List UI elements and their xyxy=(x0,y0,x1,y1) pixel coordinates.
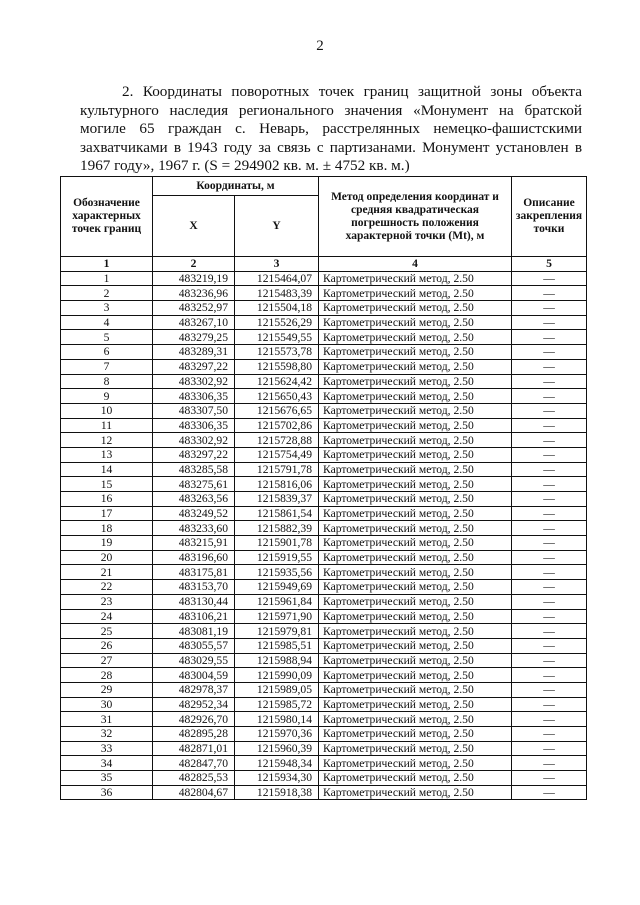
table-row xyxy=(61,286,587,301)
y-coordinate-cell: 1215989,05 xyxy=(235,682,319,697)
point-number-cell: 18 xyxy=(61,521,153,536)
description-cell: — xyxy=(512,301,587,316)
method-cell: Картометрический метод, 2.50 xyxy=(319,389,512,404)
description-cell: — xyxy=(512,286,587,301)
table-row xyxy=(61,624,587,639)
method-cell: Картометрический метод, 2.50 xyxy=(319,301,512,316)
y-coordinate-cell: 1215754,49 xyxy=(235,447,319,462)
description-cell: — xyxy=(512,345,587,360)
point-number-cell: 11 xyxy=(61,418,153,433)
table-row xyxy=(61,697,587,712)
x-coordinate-cell: 483236,96 xyxy=(153,286,235,301)
point-number-cell: 36 xyxy=(61,785,153,800)
table-row xyxy=(61,712,587,727)
table-row xyxy=(61,389,587,404)
method-cell: Картометрический метод, 2.50 xyxy=(319,550,512,565)
description-cell: — xyxy=(512,521,587,536)
method-cell: Картометрический метод, 2.50 xyxy=(319,624,512,639)
y-coordinate-cell: 1215979,81 xyxy=(235,624,319,639)
column-number: 2 xyxy=(153,257,235,272)
description-cell: — xyxy=(512,756,587,771)
point-number-cell: 26 xyxy=(61,638,153,653)
point-number-cell: 1 xyxy=(61,271,153,286)
y-coordinate-cell: 1215985,72 xyxy=(235,697,319,712)
x-coordinate-cell: 482847,70 xyxy=(153,756,235,771)
method-cell: Картометрический метод, 2.50 xyxy=(319,727,512,742)
method-cell: Картометрический метод, 2.50 xyxy=(319,565,512,580)
table-header-row xyxy=(61,177,587,196)
y-coordinate-cell: 1215919,55 xyxy=(235,550,319,565)
y-coordinate-cell: 1215464,07 xyxy=(235,271,319,286)
description-cell: — xyxy=(512,403,587,418)
description-cell: — xyxy=(512,374,587,389)
header-y: Y xyxy=(235,196,319,257)
table-row xyxy=(61,359,587,374)
x-coordinate-cell: 483055,57 xyxy=(153,638,235,653)
point-number-cell: 28 xyxy=(61,668,153,683)
x-coordinate-cell: 483029,55 xyxy=(153,653,235,668)
y-coordinate-cell: 1215988,94 xyxy=(235,653,319,668)
point-number-cell: 23 xyxy=(61,594,153,609)
table-row xyxy=(61,756,587,771)
point-number-cell: 24 xyxy=(61,609,153,624)
method-cell: Картометрический метод, 2.50 xyxy=(319,697,512,712)
table-row xyxy=(61,418,587,433)
point-number-cell: 16 xyxy=(61,492,153,507)
x-coordinate-cell: 483302,92 xyxy=(153,374,235,389)
point-number-cell: 20 xyxy=(61,550,153,565)
intro-paragraph: 2. Координаты поворотных точек границ защитной зоны объекта культурного наследия регионального значения «Монумент на братской могиле 65 граждан с. Неварь, расстрелянных немецко-фашистскими захватчиками в 1943 году за связь с партизанами. Монумент установлен в 1967 году», 1967 г. (S = 294902 кв. м. ± 4752 кв. м.) xyxy=(80,83,582,175)
y-coordinate-cell: 1215990,09 xyxy=(235,668,319,683)
y-coordinate-cell: 1215791,78 xyxy=(235,462,319,477)
y-coordinate-cell: 1215971,90 xyxy=(235,609,319,624)
table-row xyxy=(61,330,587,345)
description-cell: — xyxy=(512,653,587,668)
y-coordinate-cell: 1215549,55 xyxy=(235,330,319,345)
x-coordinate-cell: 483004,59 xyxy=(153,668,235,683)
y-coordinate-cell: 1215504,18 xyxy=(235,301,319,316)
x-coordinate-cell: 483297,22 xyxy=(153,447,235,462)
point-number-cell: 2 xyxy=(61,286,153,301)
header-method: Метод определения координат и средняя квадратическая погрешность положения характерной точки (Mt), м xyxy=(319,177,512,257)
table-row xyxy=(61,301,587,316)
table-row xyxy=(61,506,587,521)
point-number-cell: 3 xyxy=(61,301,153,316)
y-coordinate-cell: 1215526,29 xyxy=(235,315,319,330)
point-number-cell: 19 xyxy=(61,536,153,551)
description-cell: — xyxy=(512,594,587,609)
point-number-cell: 27 xyxy=(61,653,153,668)
point-number-cell: 32 xyxy=(61,727,153,742)
point-number-cell: 9 xyxy=(61,389,153,404)
header-coordinates: Координаты, м xyxy=(153,177,319,196)
table-row xyxy=(61,374,587,389)
method-cell: Картометрический метод, 2.50 xyxy=(319,462,512,477)
y-coordinate-cell: 1215598,80 xyxy=(235,359,319,374)
description-cell: — xyxy=(512,359,587,374)
x-coordinate-cell: 483175,81 xyxy=(153,565,235,580)
method-cell: Картометрический метод, 2.50 xyxy=(319,492,512,507)
table-row xyxy=(61,580,587,595)
method-cell: Картометрический метод, 2.50 xyxy=(319,536,512,551)
method-cell: Картометрический метод, 2.50 xyxy=(319,638,512,653)
method-cell: Картометрический метод, 2.50 xyxy=(319,345,512,360)
method-cell: Картометрический метод, 2.50 xyxy=(319,330,512,345)
table-row xyxy=(61,521,587,536)
description-cell: — xyxy=(512,580,587,595)
column-number: 1 xyxy=(61,257,153,272)
x-coordinate-cell: 483153,70 xyxy=(153,580,235,595)
y-coordinate-cell: 1215573,78 xyxy=(235,345,319,360)
description-cell: — xyxy=(512,697,587,712)
y-coordinate-cell: 1215934,30 xyxy=(235,771,319,786)
table-row xyxy=(61,550,587,565)
table-row xyxy=(61,492,587,507)
y-coordinate-cell: 1215861,54 xyxy=(235,506,319,521)
point-number-cell: 17 xyxy=(61,506,153,521)
y-coordinate-cell: 1215949,69 xyxy=(235,580,319,595)
description-cell: — xyxy=(512,330,587,345)
x-coordinate-cell: 483306,35 xyxy=(153,418,235,433)
y-coordinate-cell: 1215728,88 xyxy=(235,433,319,448)
description-cell: — xyxy=(512,609,587,624)
method-cell: Картометрический метод, 2.50 xyxy=(319,315,512,330)
point-number-cell: 4 xyxy=(61,315,153,330)
method-cell: Картометрический метод, 2.50 xyxy=(319,594,512,609)
page-number: 2 xyxy=(316,38,324,54)
table-row xyxy=(61,447,587,462)
x-coordinate-cell: 483267,10 xyxy=(153,315,235,330)
x-coordinate-cell: 483233,60 xyxy=(153,521,235,536)
description-cell: — xyxy=(512,741,587,756)
description-cell: — xyxy=(512,712,587,727)
column-number: 3 xyxy=(235,257,319,272)
description-cell: — xyxy=(512,506,587,521)
y-coordinate-cell: 1215702,86 xyxy=(235,418,319,433)
point-number-cell: 5 xyxy=(61,330,153,345)
description-cell: — xyxy=(512,418,587,433)
method-cell: Картометрический метод, 2.50 xyxy=(319,712,512,727)
description-cell: — xyxy=(512,433,587,448)
y-coordinate-cell: 1215960,39 xyxy=(235,741,319,756)
y-coordinate-cell: 1215985,51 xyxy=(235,638,319,653)
method-cell: Картометрический метод, 2.50 xyxy=(319,785,512,800)
x-coordinate-cell: 483215,91 xyxy=(153,536,235,551)
description-cell: — xyxy=(512,550,587,565)
method-cell: Картометрический метод, 2.50 xyxy=(319,477,512,492)
x-coordinate-cell: 483275,61 xyxy=(153,477,235,492)
table-row xyxy=(61,594,587,609)
point-number-cell: 21 xyxy=(61,565,153,580)
y-coordinate-cell: 1215839,37 xyxy=(235,492,319,507)
x-coordinate-cell: 483196,60 xyxy=(153,550,235,565)
table-row xyxy=(61,315,587,330)
y-coordinate-cell: 1215935,56 xyxy=(235,565,319,580)
method-cell: Картометрический метод, 2.50 xyxy=(319,521,512,536)
header-designation: Обозначение характерных точек границ xyxy=(61,177,153,257)
table-row xyxy=(61,271,587,286)
table-row xyxy=(61,433,587,448)
description-cell: — xyxy=(512,477,587,492)
x-coordinate-cell: 483307,50 xyxy=(153,403,235,418)
table-row xyxy=(61,727,587,742)
y-coordinate-cell: 1215676,65 xyxy=(235,403,319,418)
method-cell: Картометрический метод, 2.50 xyxy=(319,668,512,683)
description-cell: — xyxy=(512,492,587,507)
point-number-cell: 7 xyxy=(61,359,153,374)
table-row xyxy=(61,565,587,580)
point-number-cell: 12 xyxy=(61,433,153,448)
x-coordinate-cell: 482871,01 xyxy=(153,741,235,756)
column-number: 4 xyxy=(319,257,512,272)
x-coordinate-cell: 483263,56 xyxy=(153,492,235,507)
y-coordinate-cell: 1215980,14 xyxy=(235,712,319,727)
method-cell: Картометрический метод, 2.50 xyxy=(319,433,512,448)
description-cell: — xyxy=(512,771,587,786)
y-coordinate-cell: 1215483,39 xyxy=(235,286,319,301)
x-coordinate-cell: 482825,53 xyxy=(153,771,235,786)
x-coordinate-cell: 483306,35 xyxy=(153,389,235,404)
method-cell: Картометрический метод, 2.50 xyxy=(319,286,512,301)
table-row xyxy=(61,668,587,683)
y-coordinate-cell: 1215650,43 xyxy=(235,389,319,404)
point-number-cell: 30 xyxy=(61,697,153,712)
x-coordinate-cell: 483279,25 xyxy=(153,330,235,345)
y-coordinate-cell: 1215901,78 xyxy=(235,536,319,551)
method-cell: Картометрический метод, 2.50 xyxy=(319,359,512,374)
method-cell: Картометрический метод, 2.50 xyxy=(319,653,512,668)
table-row xyxy=(61,682,587,697)
method-cell: Картометрический метод, 2.50 xyxy=(319,741,512,756)
coordinates-table xyxy=(60,176,587,800)
x-coordinate-cell: 483285,58 xyxy=(153,462,235,477)
method-cell: Картометрический метод, 2.50 xyxy=(319,447,512,462)
table-row xyxy=(61,345,587,360)
method-cell: Картометрический метод, 2.50 xyxy=(319,418,512,433)
column-number: 5 xyxy=(512,257,587,272)
table-body xyxy=(61,257,587,800)
table-row xyxy=(61,536,587,551)
x-coordinate-cell: 482804,67 xyxy=(153,785,235,800)
description-cell: — xyxy=(512,682,587,697)
x-coordinate-cell: 483219,19 xyxy=(153,271,235,286)
header-x: X xyxy=(153,196,235,257)
description-cell: — xyxy=(512,638,587,653)
x-coordinate-cell: 483106,21 xyxy=(153,609,235,624)
header-description: Описание закрепления точки xyxy=(512,177,587,257)
x-coordinate-cell: 482952,34 xyxy=(153,697,235,712)
point-number-cell: 34 xyxy=(61,756,153,771)
x-coordinate-cell: 483302,92 xyxy=(153,433,235,448)
method-cell: Картометрический метод, 2.50 xyxy=(319,771,512,786)
table-row xyxy=(61,462,587,477)
x-coordinate-cell: 482926,70 xyxy=(153,712,235,727)
point-number-cell: 31 xyxy=(61,712,153,727)
point-number-cell: 13 xyxy=(61,447,153,462)
point-number-cell: 22 xyxy=(61,580,153,595)
description-cell: — xyxy=(512,536,587,551)
x-coordinate-cell: 483081,19 xyxy=(153,624,235,639)
x-coordinate-cell: 483252,97 xyxy=(153,301,235,316)
table-row xyxy=(61,741,587,756)
y-coordinate-cell: 1215882,39 xyxy=(235,521,319,536)
description-cell: — xyxy=(512,785,587,800)
table-row xyxy=(61,785,587,800)
method-cell: Картометрический метод, 2.50 xyxy=(319,580,512,595)
point-number-cell: 29 xyxy=(61,682,153,697)
x-coordinate-cell: 482978,37 xyxy=(153,682,235,697)
y-coordinate-cell: 1215970,36 xyxy=(235,727,319,742)
y-coordinate-cell: 1215918,38 xyxy=(235,785,319,800)
point-number-cell: 10 xyxy=(61,403,153,418)
point-number-cell: 6 xyxy=(61,345,153,360)
table-row xyxy=(61,477,587,492)
point-number-cell: 15 xyxy=(61,477,153,492)
description-cell: — xyxy=(512,462,587,477)
table-row xyxy=(61,771,587,786)
description-cell: — xyxy=(512,565,587,580)
table-row xyxy=(61,653,587,668)
y-coordinate-cell: 1215624,42 xyxy=(235,374,319,389)
y-coordinate-cell: 1215948,34 xyxy=(235,756,319,771)
x-coordinate-cell: 483130,44 xyxy=(153,594,235,609)
point-number-cell: 35 xyxy=(61,771,153,786)
description-cell: — xyxy=(512,389,587,404)
column-numbers-row xyxy=(61,257,587,272)
method-cell: Картометрический метод, 2.50 xyxy=(319,609,512,624)
point-number-cell: 14 xyxy=(61,462,153,477)
x-coordinate-cell: 482895,28 xyxy=(153,727,235,742)
method-cell: Картометрический метод, 2.50 xyxy=(319,374,512,389)
description-cell: — xyxy=(512,727,587,742)
point-number-cell: 25 xyxy=(61,624,153,639)
table-row xyxy=(61,403,587,418)
point-number-cell: 8 xyxy=(61,374,153,389)
description-cell: — xyxy=(512,668,587,683)
description-cell: — xyxy=(512,315,587,330)
table-row xyxy=(61,609,587,624)
y-coordinate-cell: 1215961,84 xyxy=(235,594,319,609)
x-coordinate-cell: 483249,52 xyxy=(153,506,235,521)
method-cell: Картометрический метод, 2.50 xyxy=(319,756,512,771)
point-number-cell: 33 xyxy=(61,741,153,756)
description-cell: — xyxy=(512,624,587,639)
method-cell: Картометрический метод, 2.50 xyxy=(319,682,512,697)
description-cell: — xyxy=(512,271,587,286)
method-cell: Картометрический метод, 2.50 xyxy=(319,403,512,418)
method-cell: Картометрический метод, 2.50 xyxy=(319,271,512,286)
method-cell: Картометрический метод, 2.50 xyxy=(319,506,512,521)
description-cell: — xyxy=(512,447,587,462)
y-coordinate-cell: 1215816,06 xyxy=(235,477,319,492)
x-coordinate-cell: 483289,31 xyxy=(153,345,235,360)
table-row xyxy=(61,638,587,653)
x-coordinate-cell: 483297,22 xyxy=(153,359,235,374)
